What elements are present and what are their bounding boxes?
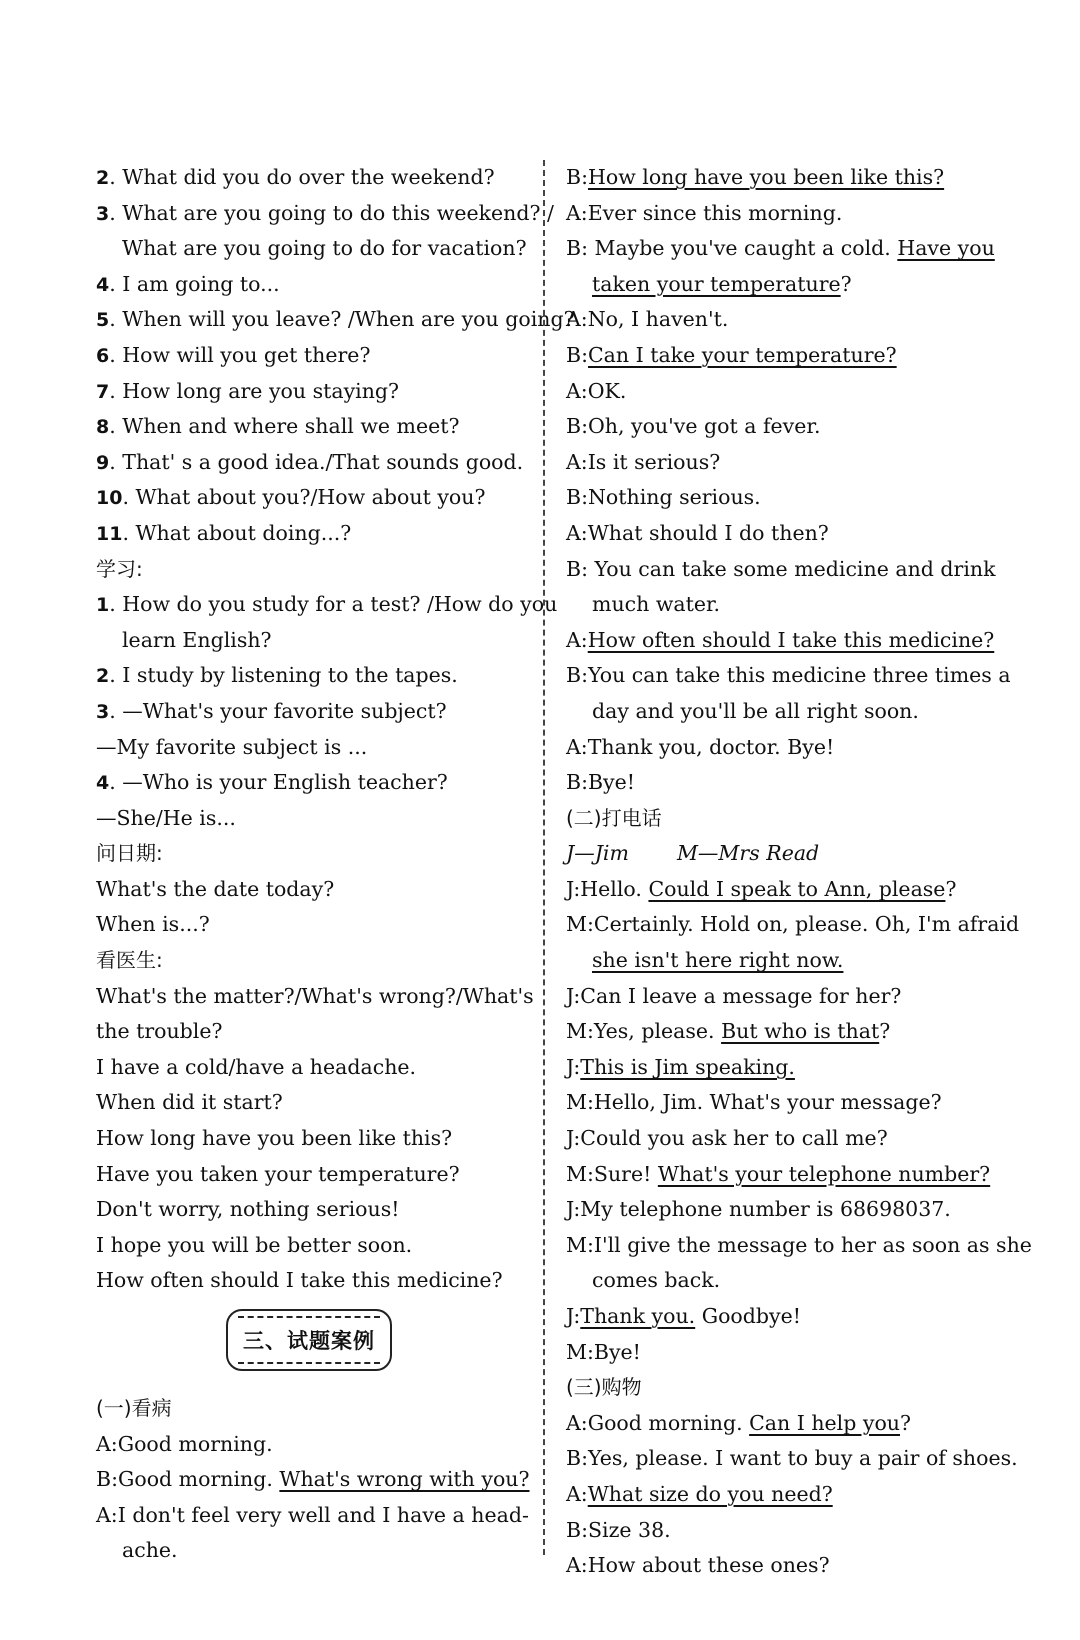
list-item	[96, 658, 528, 694]
list-item	[96, 587, 558, 623]
dialogue-line: M:Bye!	[566, 1339, 641, 1364]
dialogue-line	[566, 160, 1002, 196]
dialogue-text: J:Hello.	[566, 876, 649, 901]
item-number: 7	[96, 380, 110, 403]
item-number: 11	[96, 522, 123, 545]
item-text: . What are you going to do this weekend? /	[109, 200, 554, 225]
banner-title: 三、试题案例	[243, 1329, 375, 1353]
banner-decoration-top	[238, 1316, 380, 1318]
dialogue-text: ?	[840, 271, 852, 296]
underlined-answer: What's wrong with you?	[279, 1467, 530, 1492]
text-line: Don't worry, nothing serious!	[96, 1197, 400, 1222]
underlined-answer: Can I take your temperature?	[587, 342, 897, 367]
item-text: . What about you?/How about you?	[122, 485, 486, 510]
underlined-answer: Have you	[897, 236, 995, 261]
dialogue-continuation: day and you'll be all right soon.	[592, 698, 919, 723]
text-line: What's the date today?	[96, 876, 335, 901]
text-line: How often should I take this medicine?	[96, 1268, 503, 1293]
list-item	[96, 516, 528, 552]
dialogue-line: A:No, I haven't.	[566, 307, 729, 332]
dialogue-text: ?	[879, 1019, 891, 1044]
list-item	[96, 338, 528, 374]
dialogue-line	[566, 231, 1002, 267]
dialogue-continuation	[566, 267, 1002, 303]
dialogue-text: ?	[945, 876, 957, 901]
item-number: 5	[96, 309, 110, 332]
dialogue-line	[96, 1462, 528, 1498]
dialogue-continuation: comes back.	[592, 1268, 721, 1293]
dialogue-line: A:How about these ones?	[566, 1553, 830, 1578]
item-text: . What about doing...?	[122, 520, 352, 545]
section-title-phone-call: (二)打电话	[566, 805, 662, 830]
dialogue-line: A:OK.	[566, 378, 627, 403]
dialogue-text: B:Good morning.	[96, 1467, 280, 1492]
speaker: A:	[566, 1481, 588, 1506]
text-line: the trouble?	[96, 1019, 223, 1044]
speaker: J:	[566, 1304, 581, 1328]
item-number: 2	[96, 665, 110, 688]
underlined-answer: This is Jim speaking.	[580, 1054, 795, 1079]
dialogue-line: B: You can take some medicine and drink	[566, 556, 996, 581]
item-text: . How will you get there?	[109, 342, 371, 367]
underlined-answer: Could I speak to Ann, please	[648, 876, 946, 901]
text-line: When did it start?	[96, 1090, 283, 1115]
dialogue-continuation: ache.	[122, 1538, 178, 1563]
item-text: . That' s a good idea./That sounds good.	[109, 449, 524, 474]
item-text: . How do you study for a test? /How do you	[109, 592, 558, 617]
list-item-continuation: What are you going to do for vacation?	[122, 236, 527, 261]
underlined-answer: But who is that	[721, 1019, 880, 1044]
section-title-see-doctor: (一)看病	[96, 1396, 172, 1420]
underlined-answer: How long have you been like this?	[587, 165, 945, 189]
list-item-continuation: —She/He is...	[96, 805, 236, 830]
text-line: Have you taken your temperature?	[96, 1161, 460, 1186]
dialogue-line: A:What should I do then?	[566, 520, 829, 545]
item-number: 10	[96, 487, 123, 510]
dialogue-line: A:Good morning.	[96, 1431, 273, 1456]
underlined-answer: Can I help you	[749, 1410, 901, 1435]
heading-date: 问日期:	[96, 841, 163, 866]
dialogue-line: B:Nothing serious.	[566, 485, 761, 510]
underlined-answer: What's your telephone number?	[657, 1161, 991, 1186]
speaker: B:	[566, 165, 588, 189]
list-item-continuation: —My favorite subject is ...	[96, 734, 368, 759]
list-item	[96, 694, 528, 730]
dialogue-line: J:Could you ask her to call me?	[566, 1126, 888, 1151]
dialogue-line: A:Thank you, doctor. Bye!	[566, 734, 835, 759]
item-text: . When and where shall we meet?	[109, 414, 460, 439]
dialogue-line: B:Yes, please. I want to buy a pair of shoes.	[566, 1446, 1018, 1471]
item-number: 6	[96, 344, 110, 367]
dialogue-text: ?	[900, 1410, 912, 1435]
dialogue-line: M:I'll give the message to her as soon as she	[566, 1232, 1032, 1257]
item-text: . I am going to...	[109, 271, 280, 296]
speaker-key-jim: J—Jim	[566, 841, 629, 866]
dialogue-line	[566, 1299, 1002, 1335]
speaker: A:	[566, 627, 588, 652]
item-text: . What did you do over the weekend?	[109, 165, 495, 189]
banner-frame	[226, 1309, 392, 1371]
underlined-answer: taken your temperature	[592, 271, 841, 296]
dialogue-line	[566, 338, 1002, 374]
underlined-answer: she isn't here right now.	[592, 948, 844, 973]
dialogue-continuation	[566, 943, 1002, 979]
section-title-shopping: (三)购物	[566, 1375, 642, 1400]
dialogue-line	[566, 623, 1002, 659]
list-item	[96, 302, 575, 338]
dialogue-line: B:Bye!	[566, 770, 635, 795]
dialogue-line	[566, 1014, 1002, 1050]
dialogue-line: A:I don't feel very well and I have a head-	[96, 1502, 529, 1527]
list-item	[96, 480, 528, 516]
underlined-answer: What size do you need?	[587, 1481, 833, 1506]
list-item	[96, 409, 528, 445]
text-line: When is...?	[96, 912, 210, 937]
dialogue-line: M:Certainly. Hold on, please. Oh, I'm afraid	[566, 912, 1020, 937]
item-number: 4	[96, 273, 110, 296]
item-text: . When will you leave? /When are you going?	[109, 307, 575, 332]
item-text: . I study by listening to the tapes.	[109, 663, 458, 688]
text-line: I have a cold/have a headache.	[96, 1054, 417, 1079]
dialogue-line	[566, 1406, 1002, 1442]
list-item	[96, 196, 554, 232]
text-line: I hope you will be better soon.	[96, 1232, 413, 1257]
dialogue-line: A:Ever since this morning.	[566, 200, 843, 225]
item-number: 3	[96, 202, 110, 225]
dialogue-line: J:My telephone number is 68698037.	[566, 1197, 951, 1222]
dialogue-line: B:You can take this medicine three times a	[566, 663, 1011, 688]
list-item	[96, 374, 528, 410]
list-item	[96, 160, 528, 196]
dialogue-line	[566, 1157, 1002, 1193]
dialogue-text: M:Yes, please.	[566, 1019, 722, 1044]
dialogue-continuation: much water.	[592, 592, 721, 617]
underlined-answer: Thank you.	[580, 1304, 696, 1328]
list-item	[96, 267, 528, 303]
item-number: 4	[96, 772, 110, 795]
dialogue-text: B: Maybe you've caught a cold.	[566, 236, 898, 261]
column-divider	[543, 160, 545, 1555]
item-number: 9	[96, 451, 110, 474]
list-item	[96, 445, 528, 481]
dialogue-line: B:Size 38.	[566, 1517, 671, 1542]
dialogue-line: J:Can I leave a message for her?	[566, 983, 902, 1008]
item-text: . —Who is your English teacher?	[109, 770, 448, 795]
list-item-continuation: learn English?	[122, 627, 272, 652]
list-item	[96, 765, 528, 801]
item-number: 1	[96, 594, 110, 617]
right-column	[566, 160, 1032, 1584]
dialogue-text: M:Sure!	[566, 1161, 658, 1186]
dialogue-line	[566, 1477, 1002, 1513]
text-line: What's the matter?/What's wrong?/What's	[96, 983, 534, 1008]
section-banner	[96, 1299, 528, 1391]
speaker-key	[566, 836, 1002, 872]
dialogue-line	[566, 1050, 1002, 1086]
dialogue-line	[566, 872, 1002, 908]
dialogue-text: A:Good morning.	[566, 1410, 750, 1435]
speaker: J:	[566, 1054, 581, 1079]
left-column	[96, 160, 575, 1569]
heading-doctor: 看医生:	[96, 948, 163, 973]
item-text: . How long are you staying?	[109, 378, 400, 403]
dialogue-line: A:Is it serious?	[566, 449, 721, 474]
speaker: B:	[566, 342, 588, 367]
item-number: 8	[96, 416, 110, 439]
dialogue-text: Goodbye!	[695, 1304, 801, 1328]
text-line: How long have you been like this?	[96, 1126, 453, 1151]
item-number: 2	[96, 167, 110, 189]
item-number: 3	[96, 700, 110, 723]
speaker-key-mrs-read: M—Mrs Read	[676, 841, 820, 866]
dialogue-line: M:Hello, Jim. What's your message?	[566, 1090, 942, 1115]
underlined-answer: How often should I take this medicine?	[587, 627, 995, 652]
banner-decoration-bottom	[238, 1362, 380, 1364]
item-text: . —What's your favorite subject?	[109, 698, 447, 723]
dialogue-line: B:Oh, you've got a fever.	[566, 414, 821, 439]
heading-study: 学习:	[96, 556, 143, 581]
